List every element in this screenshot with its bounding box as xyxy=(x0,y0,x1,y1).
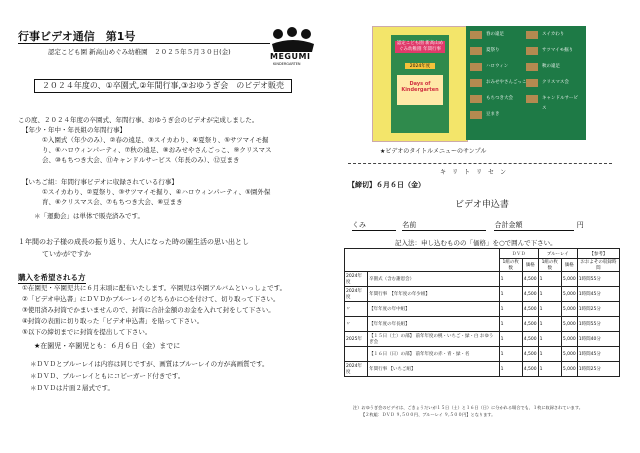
bluray-price[interactable]: 5,000 xyxy=(561,332,577,347)
dvd-price[interactable]: 4,500 xyxy=(522,302,538,317)
table-row xyxy=(345,317,620,332)
thumbnail xyxy=(526,31,538,39)
row-item: 年間行事 【年年度の年少組】 xyxy=(368,287,499,302)
thumbnail xyxy=(470,47,482,55)
cut-line xyxy=(348,163,612,164)
menu-item: 夏祭り xyxy=(486,48,500,53)
run-time: 1時間45分 xyxy=(577,287,619,302)
name-field[interactable] xyxy=(402,220,486,231)
title-rule xyxy=(18,43,270,44)
header-bluray: ブルーレイ xyxy=(538,249,577,259)
bluray-price[interactable]: 5,000 xyxy=(561,347,577,362)
list2-line: 育、⑥クリスマス会、⑦もちつき大会、⑧豆まき xyxy=(42,198,183,206)
row-item: 【年年度の年長組】 xyxy=(368,317,499,332)
row-year: 2024年度 xyxy=(345,272,368,287)
menu-item: 秋の遠足 xyxy=(542,64,560,69)
name-label: 名前 xyxy=(402,221,417,229)
thumbnail xyxy=(526,95,538,103)
newsletter-subtitle: 認定こども園 新高山めぐみ幼稚園 ２０２５年５月３０日(金) xyxy=(48,48,231,56)
bluray-count: 1 xyxy=(538,332,561,347)
list2-line: ①スイカわり、②夏祭り、③サツマイモ掘り、④ハロウィンパーティ、⑤園外保 xyxy=(42,188,271,196)
logo-text: MEGUMI xyxy=(270,52,311,61)
bluray-count: 1 xyxy=(538,272,561,287)
table-row xyxy=(345,332,620,347)
row-year: 2024年度 xyxy=(345,362,368,377)
thumbnail xyxy=(526,47,538,55)
thumbnail xyxy=(470,31,482,39)
thumbnail xyxy=(470,63,482,71)
bluray-price[interactable]: 5,000 xyxy=(561,272,577,287)
header-note: 【参考】 xyxy=(577,249,619,259)
dvd-count: 1 xyxy=(499,332,522,347)
dvd-price[interactable]: 4,500 xyxy=(522,347,538,362)
cover-label: 認定こども園 新高山めぐみ幼稚園 年間行事 xyxy=(396,41,444,52)
step-text: ②「ビデオ申込書」にＤＶＤかブルーレイのどちらかに○を付けて、切り取って下さい。 xyxy=(22,295,280,303)
cover-title: Days of Kindergarten xyxy=(401,81,439,93)
form-instruction: 記入法：申し込むものの「価格」を○で囲んで下さい。 xyxy=(395,239,557,247)
menu-item: 豆まき xyxy=(486,112,500,117)
bluray-count: 1 xyxy=(538,347,561,362)
intro-text: この度、２０２４年度の卒園式、年間行事、おゆうぎ会のビデオが完成しました。 xyxy=(18,116,259,124)
menu-item: スイカわり xyxy=(542,32,565,37)
cover-panel xyxy=(391,35,449,133)
note-bullet: ＊ＤＶＤ、ブルーレイともにコピーガード付きです。 xyxy=(30,372,185,380)
footnote-line: 注）おゆうぎ会のビデオは、ごきょうだいが１５日（土）と１６日（日）に分かれる場合でも、１枚に収録されています。 xyxy=(353,405,583,410)
dvd-price[interactable]: 4,500 xyxy=(522,287,538,302)
year-badge: 2024年度 xyxy=(405,63,435,69)
step-text: ⑤以下の締切までに封筒を提出して下さい。 xyxy=(22,328,152,336)
run-time: 1時間25分 xyxy=(577,362,619,377)
row-year: 〃 xyxy=(345,317,368,332)
header-dvd: ＤＶＤ xyxy=(499,249,538,259)
class-label: くみ xyxy=(352,221,366,229)
menu-item: おみせやさんごっこ xyxy=(486,80,527,85)
menu-item: クリスマス会 xyxy=(542,80,569,85)
bluray-price[interactable]: 5,000 xyxy=(561,317,577,332)
yen-label: 円 xyxy=(576,221,584,229)
list1-line: 会、⑩もちつき大会、⑪キャンドルサービス（年長のみ）、⑫豆まき xyxy=(42,156,240,164)
row-year: 〃 xyxy=(345,302,368,317)
menu-item: もちつき大会 xyxy=(486,96,513,101)
dvd-cover-image xyxy=(372,26,468,142)
thumbnail xyxy=(470,79,482,87)
class-field[interactable] xyxy=(352,220,396,231)
order-form-fields xyxy=(352,220,584,231)
run-time: 1時間55分 xyxy=(577,317,619,332)
memory-text: ていかがですか xyxy=(42,250,91,258)
order-deadline: 【締切】６月６日（金） xyxy=(348,181,425,189)
row-item: 卒園式（含む謝恩会） xyxy=(368,272,499,287)
footnote-line: 【２枚組：ＤＶＤ ９,５００円、ブルーレイ ９,５００円】となります。 xyxy=(361,412,496,417)
menu-item: 春の遠足 xyxy=(486,32,504,37)
title-menu-sample xyxy=(466,26,586,140)
step-text: ③使用済み封筒でかまいませんので、封筒に合計金額のお金を入れて封をして下さい。 xyxy=(22,306,275,314)
dvd-price[interactable]: 4,500 xyxy=(522,332,538,347)
dvd-price[interactable]: 4,500 xyxy=(522,317,538,332)
note-bullet: ＊ＤＶＤは片面２層式です。 xyxy=(30,384,114,392)
step-text: ①在園児・卒園児共に６月末頃に配布いたします。卒園児は卒園アルバムといっしょです。 xyxy=(22,284,287,292)
thumbnail xyxy=(526,79,538,87)
dvd-price[interactable]: 4,500 xyxy=(522,272,538,287)
run-time: 1時間40分 xyxy=(577,332,619,347)
newsletter-title: 行事ビデオ通信 第1号 xyxy=(18,30,136,43)
menu-item: キャンドルサービス xyxy=(542,96,578,111)
table-row xyxy=(345,287,620,302)
run-time: 1時間55分 xyxy=(577,272,619,287)
memory-text: １年間のお子様の成長の振り返り、大人になった時の園生活の思い出とし xyxy=(18,238,249,246)
run-time: 1時間25分 xyxy=(577,302,619,317)
thumbnail xyxy=(470,111,482,119)
thumbnail xyxy=(470,95,482,103)
bluray-price[interactable]: 5,000 xyxy=(561,362,577,377)
list1-line: り、⑥ハロウィンパーティ、⑦秋の遠足、⑧おみせやさんごっこ、⑨クリスマス xyxy=(42,146,272,154)
step-text: ④封筒の表面に切り取った「ビデオ申込書」を貼って下さい。 xyxy=(22,317,204,325)
dvd-count: 1 xyxy=(499,272,522,287)
header-count: 1組の枚数 xyxy=(499,259,522,272)
table-row xyxy=(345,347,620,362)
header-price: 価格 xyxy=(561,259,577,272)
logo-caption: KINDERGARTEN xyxy=(273,62,301,66)
bluray-count: 1 xyxy=(538,362,561,377)
header-count: 1組の枚数 xyxy=(538,259,561,272)
order-form-title: ビデオ申込書 xyxy=(455,200,509,210)
table-row xyxy=(345,362,620,377)
dvd-count: 1 xyxy=(499,287,522,302)
dvd-count: 1 xyxy=(499,302,522,317)
kindergarten-logo xyxy=(268,22,318,68)
dvd-count: 1 xyxy=(499,347,522,362)
total-label: 合計金額 xyxy=(494,221,523,229)
row-item: 【年年度の年中組】 xyxy=(368,302,499,317)
note-bullet: ＊ＤＶＤとブルーレイは内容は同じですが、画質はブルーレイの方が高画質です。 xyxy=(30,360,269,368)
section-heading: 購入を希望される方 xyxy=(18,273,86,282)
bluray-count: 1 xyxy=(538,317,561,332)
bluray-count: 1 xyxy=(538,302,561,317)
thumbnail xyxy=(526,63,538,71)
bluray-count: 1 xyxy=(538,287,561,302)
list1-title: 【年少・年中・年長組の年間行事】 xyxy=(22,126,126,134)
dvd-count: 1 xyxy=(499,362,522,377)
deadline-line: ★在園児・卒園児とも：６月６日（金）までに xyxy=(34,342,181,350)
footnote xyxy=(353,404,583,418)
total-field[interactable] xyxy=(494,220,574,231)
list1-line: ①入園式（年少のみ）、②春の遠足、③スイカわり、④夏祭り、⑤サツマイモ掘 xyxy=(42,136,269,144)
table-header-row xyxy=(345,249,620,259)
table-row xyxy=(345,272,620,287)
header-price: 価格 xyxy=(522,259,538,272)
menu-caption: ★ビデオのタイトルメニューのサンプル xyxy=(380,148,487,155)
cut-line-label: キリトリセン xyxy=(440,169,512,176)
run-time: 1時間45分 xyxy=(577,347,619,362)
list2-title: 【いちご組：年間行事ビデオに収録されている行事】 xyxy=(22,178,178,186)
row-year: 2025年 xyxy=(345,332,368,347)
header-time: おおよその収録時間 xyxy=(577,259,619,272)
row-item: 【１６日（日）の部】 前年年度の赤・青・緑・名 xyxy=(368,347,499,362)
menu-item: ハロウィン xyxy=(486,64,509,69)
table-row xyxy=(345,302,620,317)
dvd-price[interactable]: 4,500 xyxy=(522,362,538,377)
row-item: 【１５日（土）の部】 前年年度の桃・いちご・緑・白 おゆうぎ会 xyxy=(368,332,499,347)
bluray-price[interactable]: 5,000 xyxy=(561,287,577,302)
sale-banner: ２０２４年度の、①卒園式,②年間行事,③おゆうぎ会 のビデオ販売 xyxy=(34,79,292,93)
bluray-price[interactable]: 5,000 xyxy=(561,302,577,317)
sports-day-note: ＊「運動会」は単体で販売済みです。 xyxy=(34,212,144,220)
row-item: 年間行事 【いちご組】 xyxy=(368,362,499,377)
row-year: 2024年度 xyxy=(345,287,368,302)
dvd-count: 1 xyxy=(499,317,522,332)
order-table xyxy=(344,248,620,377)
row-year xyxy=(345,347,368,362)
menu-item: サツマイモ掘り xyxy=(542,48,574,53)
